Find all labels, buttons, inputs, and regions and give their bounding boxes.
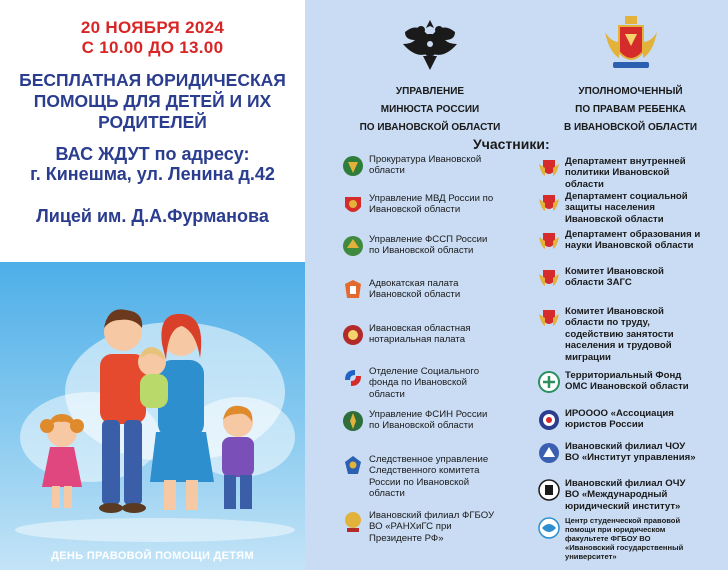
ministry-title: ПО ИВАНОВСКОЙ ОБЛАСТИ: [359, 122, 501, 133]
participant-item: Управление ФССП России по Ивановской области: [341, 234, 521, 258]
ranepa-emblem-icon: [341, 510, 365, 534]
event-date: 20 НОЯБРЯ 2024: [80, 18, 225, 37]
ministry-title: МИНЮСТА РОССИИ: [380, 104, 480, 115]
participants-heading: Участники:: [473, 136, 550, 152]
family-icon: [0, 262, 305, 570]
participant-item: Ивановский филиал ФГБОУ ВО «РАНХиГС при Президенте РФ»: [341, 510, 521, 544]
participant-item: Управление МВД России по Ивановской области: [341, 193, 521, 217]
address: г. Кинешма, ул. Ленина д.42: [30, 164, 275, 184]
headline-line: РОДИТЕЛЕЙ: [98, 112, 207, 132]
participant-item: Департамент внутренней политики Ивановской области: [537, 156, 727, 190]
fsin-emblem-icon: [341, 409, 365, 433]
social-fund-logo-icon: [341, 366, 365, 390]
headline: [0, 70, 305, 133]
participant-item: Ивановская областная нотариальная палата: [341, 323, 521, 347]
left-panel: [0, 0, 305, 570]
ombudsman-title: УПОЛНОМОЧЕННЫЙ: [578, 86, 683, 97]
participant-item: Адвокатская палата Ивановской области: [341, 278, 521, 302]
region-coat-icon: [537, 156, 561, 180]
region-coat-icon: [537, 306, 561, 330]
participant-item: Центр студенческой правовой помощи при юридическом факультете ФГБОУ ВО «Ивановский государственный университет»: [537, 516, 727, 561]
illustration-caption: ДЕНЬ ПРАВОВОЙ ПОМОЩИ ДЕТЯМ: [51, 550, 254, 562]
headline-line: ПОМОЩЬ ДЛЯ ДЕТЕЙ И ИХ: [33, 91, 272, 111]
participant-item: Отделение Социального фонда по Ивановской области: [341, 366, 521, 400]
coat-of-arms-icon: [599, 12, 663, 76]
region-coat-icon: [537, 266, 561, 290]
region-coat-icon: [537, 229, 561, 253]
participant-item: ИРОООО «Ассоциация юристов России: [537, 408, 727, 432]
participant-item: Управление ФСИН России по Ивановской области: [341, 409, 521, 433]
lawyers-association-logo-icon: [537, 408, 561, 432]
ombudsman-title: В ИВАНОВСКОЙ ОБЛАСТИ: [563, 122, 698, 133]
participant-item: Прокуратура Ивановской области: [341, 154, 521, 178]
mvd-emblem-icon: [341, 193, 365, 217]
address-label: ВАС ЖДУТ по адресу:: [55, 144, 250, 164]
bar-chamber-emblem-icon: [341, 278, 365, 302]
ministry-title: УПРАВЛЕНИЕ: [395, 86, 465, 97]
participant-item: Территориальный Фонд ОМС Ивановской области: [537, 370, 727, 394]
participant-item: Комитет Ивановской области ЗАГС: [537, 266, 727, 290]
participant-item: Ивановский филиал ОЧУ ВО «Международный юридический институт»: [537, 478, 727, 512]
venue-name: Лицей им. Д.А.Фурманова: [36, 206, 269, 226]
region-coat-icon: [537, 191, 561, 215]
investigative-committee-emblem-icon: [341, 454, 365, 478]
family-illustration: [0, 262, 305, 570]
participant-item: Ивановский филиал ЧОУ ВО «Институт управления»: [537, 441, 727, 465]
participant-item: Следственное управление Следственного комитета России по Ивановской области: [341, 454, 521, 500]
ombudsman-block: [543, 0, 718, 133]
participant-item: Комитет Ивановской области по труду, содействию занятости населения и трудовой миграции: [537, 306, 727, 363]
university-logo-icon: [537, 516, 561, 540]
participant-item: Департамент социальной защиты населения Ивановской области: [537, 191, 727, 225]
oms-fund-logo-icon: [537, 370, 561, 394]
double-headed-eagle-icon: [395, 14, 465, 74]
participant-item: Департамент образования и науки Ивановской области: [537, 229, 727, 253]
right-panel: [305, 0, 728, 570]
event-time: С 10.00 ДО 13.00: [81, 38, 224, 57]
fssp-emblem-icon: [341, 234, 365, 258]
ombudsman-title: ПО ПРАВАМ РЕБЕНКА: [575, 104, 686, 115]
prosecutor-emblem-icon: [341, 154, 365, 178]
management-institute-logo-icon: [537, 441, 561, 465]
law-institute-logo-icon: [537, 478, 561, 502]
notary-emblem-icon: [341, 323, 365, 347]
ministry-block: [345, 0, 515, 133]
headline-line: БЕСПЛАТНАЯ ЮРИДИЧЕСКАЯ: [19, 70, 286, 90]
